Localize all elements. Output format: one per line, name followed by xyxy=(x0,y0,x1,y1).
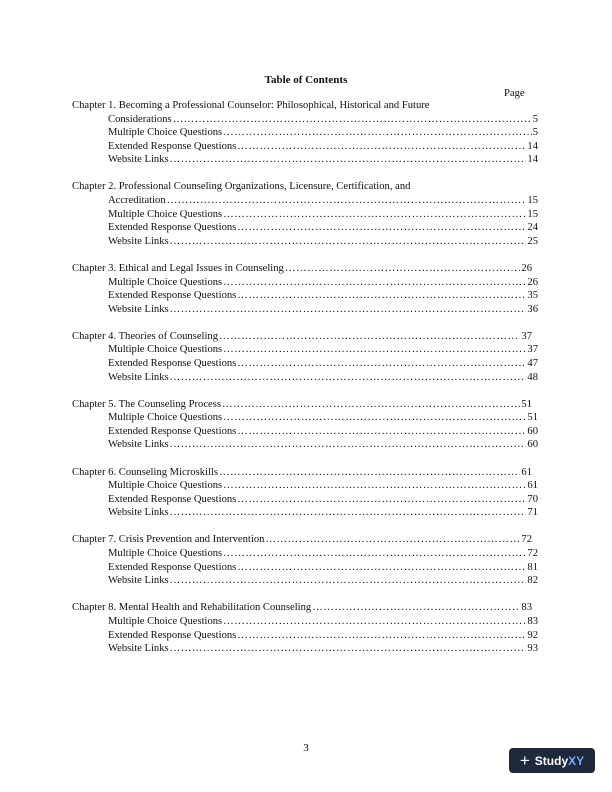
toc-entry-label: Website Links xyxy=(108,643,169,655)
toc-entry-page: 51 xyxy=(527,412,538,424)
toc-entry-page: 72 xyxy=(521,534,532,546)
toc-entry-page: 14 xyxy=(527,154,538,166)
toc-entry[interactable] xyxy=(72,222,538,236)
toc-entry[interactable] xyxy=(72,507,538,521)
toc-entry-page: 36 xyxy=(527,303,538,315)
toc-entry-label: Multiple Choice Questions xyxy=(108,548,223,560)
toc-entry[interactable] xyxy=(72,439,538,453)
toc-entry-page: 61 xyxy=(521,466,532,478)
toc-entry-page: 26 xyxy=(527,276,538,288)
toc-entry[interactable] xyxy=(72,358,538,372)
dot-leader xyxy=(223,480,526,491)
toc-entry[interactable] xyxy=(72,616,538,630)
dot-leader xyxy=(222,399,520,410)
toc-entry[interactable] xyxy=(72,372,538,386)
toc-entry-page: 61 xyxy=(527,480,538,492)
toc-entry-label: Extended Response Questions xyxy=(108,493,237,505)
toc-entry[interactable] xyxy=(72,480,538,494)
dot-leader xyxy=(170,154,527,165)
toc-entry[interactable] xyxy=(72,127,538,141)
toc-chapter-title[interactable]: Chapter 3. Ethical and Legal Issues in Counseling …………………………………………………………………………………………………………………………………………………………………………………… 26 xyxy=(72,263,532,277)
toc-entry-label: Extended Response Questions xyxy=(108,358,237,369)
dot-leader xyxy=(237,562,526,573)
dot-leader xyxy=(170,439,527,450)
toc-entry-page: 37 xyxy=(527,344,538,356)
dot-leader xyxy=(170,643,527,654)
dot-leader xyxy=(223,548,526,559)
toc-entry-page: 47 xyxy=(527,358,538,369)
toc-entry-label: Accreditation xyxy=(108,195,166,207)
toc-entry-label: Multiple Choice Questions xyxy=(108,480,223,492)
dot-leader xyxy=(219,331,520,342)
dot-leader xyxy=(223,209,526,220)
dot-leader xyxy=(223,127,532,138)
page-number: 3 xyxy=(303,742,309,754)
dot-leader xyxy=(170,507,527,518)
page-title: Table of Contents xyxy=(264,74,348,86)
toc-entry-label: Considerations xyxy=(108,113,172,125)
toc-entry[interactable] xyxy=(72,412,538,426)
toc-entry[interactable] xyxy=(72,643,538,657)
toc-entry-label: Multiple Choice Questions xyxy=(108,127,223,139)
toc-entry-page: 25 xyxy=(527,235,538,247)
dot-leader xyxy=(223,344,526,355)
toc-entry-label: Website Links xyxy=(108,154,169,166)
toc-entry-page: 60 xyxy=(527,425,538,437)
toc-chapter-title: Chapter 2. Professional Counseling Organizations, Licensure, Certification, and xyxy=(72,181,411,193)
toc-chapter-3 xyxy=(72,262,538,317)
toc-chapter-title[interactable]: Chapter 6. Counseling Microskills …………………………………………………………………………………………………………………………………………………………………………………… 61 xyxy=(72,467,532,481)
toc-entry[interactable] xyxy=(72,195,538,209)
toc-entry[interactable] xyxy=(72,304,538,318)
toc-entry-page: 5 xyxy=(532,127,538,139)
toc-entry-page: 5 xyxy=(532,113,538,125)
toc-entry[interactable] xyxy=(72,494,538,508)
toc-entry-label: Extended Response Questions xyxy=(108,629,237,641)
toc-entry-page: 48 xyxy=(527,371,538,383)
toc-chapter-4 xyxy=(72,330,538,385)
toc-chapter-7 xyxy=(72,534,538,588)
dot-leader xyxy=(237,358,526,369)
toc-entry-label: Extended Response Questions xyxy=(108,140,237,152)
toc-entry-page: 15 xyxy=(527,208,538,220)
toc-entry[interactable] xyxy=(72,426,538,440)
dot-leader xyxy=(223,277,526,288)
dot-leader xyxy=(170,304,527,315)
dot-leader xyxy=(170,372,527,383)
toc-entry-page: 83 xyxy=(521,602,532,614)
toc-entry-page: 51 xyxy=(521,398,532,410)
toc-entry[interactable] xyxy=(72,236,538,250)
toc-entry-label: Website Links xyxy=(108,507,169,519)
toc-entry-page: 72 xyxy=(527,548,538,560)
toc-entry[interactable] xyxy=(72,141,538,155)
toc-entry-page: 83 xyxy=(527,615,538,627)
toc-entry[interactable] xyxy=(72,562,538,576)
dot-leader xyxy=(237,290,526,301)
toc-entry-label: Extended Response Questions xyxy=(108,425,237,437)
toc-entry[interactable] xyxy=(72,548,538,562)
toc-entry[interactable] xyxy=(72,630,538,644)
toc-entry-label: Website Links xyxy=(108,303,169,315)
brand-name-part2: XY xyxy=(568,753,585,768)
toc-entry-page: 70 xyxy=(527,493,538,505)
dot-leader xyxy=(170,236,527,247)
toc-entry[interactable] xyxy=(72,575,538,589)
toc-entry-label: Multiple Choice Questions xyxy=(108,615,223,627)
toc-entry-page: 71 xyxy=(527,507,538,519)
dot-leader xyxy=(237,141,526,152)
toc-entry[interactable] xyxy=(72,114,538,128)
toc-entry[interactable] xyxy=(72,154,538,168)
toc-entry-label: Multiple Choice Questions xyxy=(108,276,223,288)
toc-chapter-title[interactable]: Chapter 4. Theories of Counseling …………………………………………………………………………………………………………………………………………………………………………………… 37 xyxy=(72,331,532,345)
toc-entry[interactable] xyxy=(72,344,538,358)
toc-entry-label: Extended Response Questions xyxy=(108,290,237,302)
plus-icon: + xyxy=(519,751,530,770)
toc-entry[interactable] xyxy=(72,290,538,304)
dot-leader xyxy=(223,412,526,423)
toc-entry-page: 82 xyxy=(527,575,538,587)
toc-list xyxy=(72,100,538,670)
toc-entry-label: Extended Response Questions xyxy=(108,222,237,234)
toc-chapter-title[interactable]: Chapter 7. Crisis Prevention and Intervention …………………………………………………………………………………………………………………………………………………………………………………… 72 xyxy=(72,534,532,548)
page-column-label: Page xyxy=(504,88,525,99)
toc-chapter-2 xyxy=(72,181,538,249)
dot-leader xyxy=(237,426,526,437)
toc-entry-page: 24 xyxy=(527,222,538,234)
toc-entry-label: Website Links xyxy=(108,371,169,383)
toc-entry-label: Extended Response Questions xyxy=(108,561,237,573)
toc-entry-label: Website Links xyxy=(108,575,169,587)
toc-entry-label: Multiple Choice Questions xyxy=(108,412,223,424)
dot-leader xyxy=(237,494,526,505)
toc-entry-page: 93 xyxy=(527,643,538,655)
dot-leader xyxy=(173,114,532,125)
toc-entry-page: 81 xyxy=(527,561,538,573)
toc-entry-label: Website Links xyxy=(108,439,169,451)
toc-entry-label: Website Links xyxy=(108,235,169,247)
toc-entry-page: 14 xyxy=(527,140,538,152)
dot-leader xyxy=(170,575,527,586)
dot-leader xyxy=(312,602,520,613)
toc-entry[interactable] xyxy=(72,209,538,223)
toc-entry-page: 37 xyxy=(521,330,532,342)
toc-entry-page: 35 xyxy=(527,290,538,302)
toc-entry-page: 26 xyxy=(521,262,532,274)
toc-entry[interactable] xyxy=(72,277,538,291)
dot-leader xyxy=(167,195,527,206)
dot-leader xyxy=(237,222,526,233)
toc-entry-page: 92 xyxy=(527,629,538,641)
toc-entry-label: Multiple Choice Questions xyxy=(108,208,223,220)
toc-chapter-5 xyxy=(72,398,538,453)
dot-leader xyxy=(223,616,526,627)
toc-entry-page: 60 xyxy=(527,439,538,451)
toc-chapter-1 xyxy=(72,100,538,168)
toc-chapter-8 xyxy=(72,602,538,656)
toc-entry-page: 15 xyxy=(527,195,538,207)
studyxy-badge[interactable] xyxy=(509,748,595,773)
dot-leader xyxy=(265,534,520,545)
toc-entry-label: Multiple Choice Questions xyxy=(108,344,223,356)
toc-chapter-title[interactable]: Chapter 5. The Counseling Process …………………………………………………………………………………………………………………………………………………………………………………… 51 xyxy=(72,399,532,413)
toc-chapter-6 xyxy=(72,466,538,521)
dot-leader xyxy=(285,263,521,274)
toc-chapter-title[interactable]: Chapter 8. Mental Health and Rehabilitation Counseling …………………………………………………………………………………………………………………………………………………………………………………… 83 xyxy=(72,602,532,616)
toc-chapter-title: Chapter 1. Becoming a Professional Counselor: Philosophical, Historical and Future xyxy=(72,100,430,111)
dot-leader xyxy=(219,467,520,478)
dot-leader xyxy=(237,630,526,641)
brand-name-part1: Study xyxy=(534,753,569,768)
